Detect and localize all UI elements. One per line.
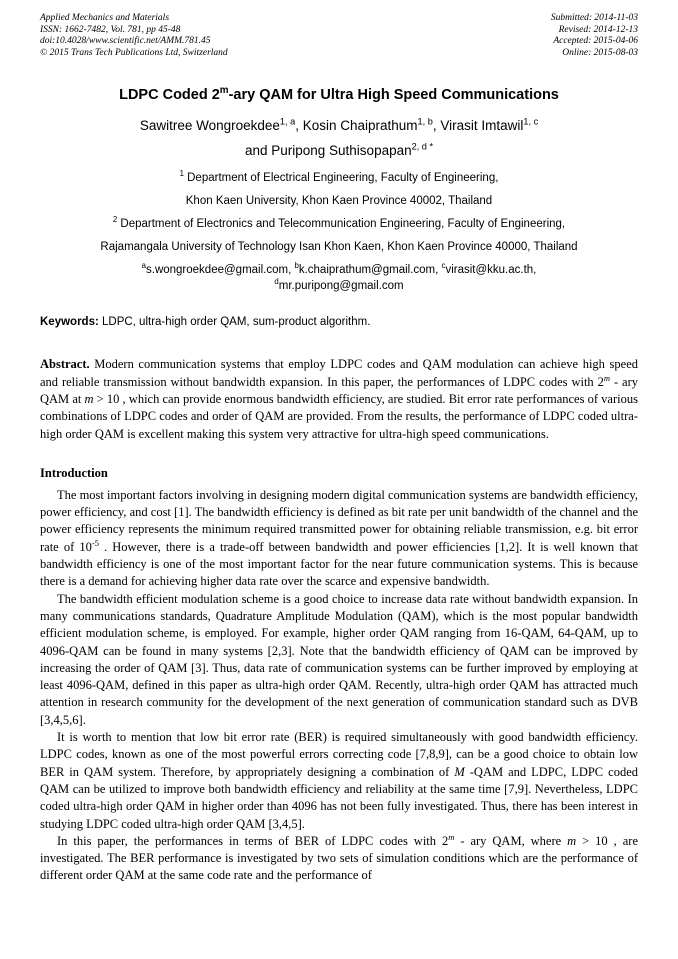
submission-dates [551,13,638,59]
authors-block [40,113,638,163]
intro-paragraph-4: In this paper, the performances in terms of BER of LDPC codes with 2$^m$ - ary QAM, where m > 10 , are investigated. The BER performance is investigated by two sets of simulation conditions which are the performance of different order QAM at the same code rate and the performance of [40,831,639,883]
abstract-paragraph: Abstract. Modern communication systems that employ LDPC codes and QAM modulation can achieve high speed and reliable transmission without bandwidth expansion. In this paper, the performances of LDPC codes with 2$^m$ - ary QAM at m > 10 , which can provide enormous bandwidth efficiency, are studied. Bit error rate performances of various combinations of LDPC codes and order of QAM are provided. From the results, the performance of LDPC coded ultra-high order QAM is excellent making this system very attractive for ultra-high speed communications. [40,357,638,441]
page-header [40,13,638,59]
paper-title: LDPC Coded 2$^m$-ary QAM for Ultra High Speed Communications [119,85,559,104]
doi-line: doi:10.4028/www.scientific.net/AMM.781.45 [40,36,211,47]
journal-info [40,13,228,59]
intro-paragraph-1: The most important factors involving in designing modern digital communication systems are bandwidth efficiency, power efficiency, and cost [1]. The bandwidth efficiency is defined as bit rate per unit bandwidth of the channel and the power efficiency represents the minimum required transmitted power for obtaining reliable transmission, e.g. bit error rate of $10^{-5}$ . However, there is a trade-off between bandwidth and power efficiencies [1,2]. It is well known that bandwidth efficiency is one of the most important factor for the near future communication systems. This is because there is a demand for achieving higher data rate over the scarce and expensive bandwidth. [40,487,638,589]
affiliation-line-1: $^1$ Department of Electrical Engineering, Faculty of Engineering, [179,169,499,185]
accepted-date: Accepted: 2015-04-06 [553,36,638,47]
submitted-date: Submitted: 2014-11-03 [550,13,638,23]
issn-volume-line: ISSN: 1662-7482, Vol. 781, pp 45-48 [40,24,181,35]
keywords-line: Keywords: LDPC, ultra-high order QAM, sum-product algorithm. [40,316,371,329]
intro-paragraph-3: It is worth to mention that low bit error rate (BER) is required simultaneously with good bandwidth efficiency. LDPC codes, known as one of the most powerful errors correcting code [7,8,9], can be a good choice to obtain low BER in QAM system. Therefore, by appropriately designing a combination of M -QAM and LDPC, LDPC coded QAM can be utilized to improve both bandwidth efficiency and reliability at the same time [7,9]. Nevertheless, LDPC coded ultra-high order QAM in higher order than 4096 has not been fully investigated. Thus, there has been interest in studying LDPC coded ultra-high order QAM [3,4,5]. [40,730,638,831]
intro-paragraph-2: The bandwidth efficient modulation scheme is a good choice to increase data rate without bandwidth expansion. In many communications standards, Quadrature Amplitude Modulation (QAM), which is the most popular bandwidth efficient modulation scheme, is employed. For example, higher order QAM ranging from 16-QAM, 64-QAM, up to 4096-QAM can be found in many systems [2,3]. Note that the bandwidth efficiency of QAM can be improved by increasing the order of QAM [3]. Thus, data rate of communication systems can be further improved by employing at least 4096-QAM, defined in this paper as ultra-high order QAM. Recently, ultra-high order QAM has attracted much attention in research community for the development of the next generation of communication standard such as DVB [3,4,5,6]. [40,591,638,727]
revised-date: Revised: 2014-12-13 [558,24,638,35]
introduction-heading: Introduction [40,465,108,480]
email-line-1: $^a$s.wongroekdee@gmail.com, $^b$k.chaiprathum@gmail.com, $^c$virasit@kku.ac.th, [141,261,537,277]
authors-line-1: Sawitree Wongroekdee$^{1, a}$, Kosin Chaiprathum$^{1, b}$, Virasit Imtawil$^{1, c}$ [139,116,539,134]
affiliation-line-2: Khon Kaen University, Khon Kaen Province 40002, Thailand [185,195,493,208]
journal-name: Applied Mechanics and Materials [40,13,170,23]
emails-block [40,262,638,294]
affiliation-line-3: $^2$ Department of Electronics and Telecommunication Engineering, Faculty of Engineering, [112,215,566,231]
online-date: Online: 2015-08-03 [562,47,638,58]
email-line-2: $^d$mr.puripong@gmail.com [274,277,404,293]
affiliation-line-4: Rajamangala University of Technology Isan Khon Kaen, Khon Kaen Province 40000, Thailand [100,241,578,254]
copyright-line: © 2015 Trans Tech Publications Ltd, Switzerland [40,47,228,58]
affiliations-block [40,167,638,259]
authors-line-2: and Puripong Suthisopapan$^{2, d *}$ [244,141,434,159]
